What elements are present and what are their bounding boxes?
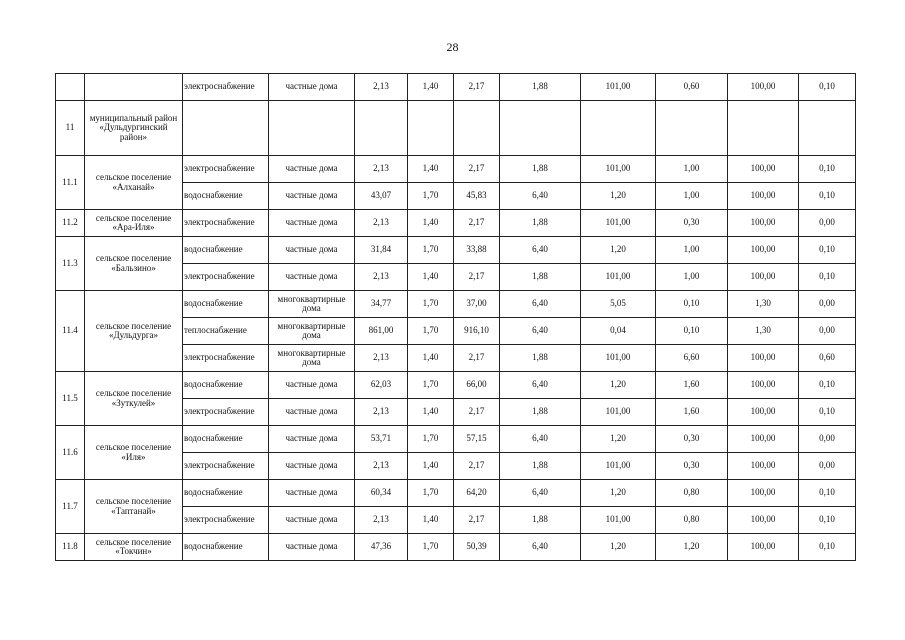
cell-number: 11.5	[56, 372, 85, 426]
cell-housing-type: частные дома	[269, 507, 355, 534]
cell-service: электроснабжение	[183, 264, 269, 291]
cell-value-6: 0,10	[656, 318, 728, 345]
cell-value-7: 100,00	[728, 156, 799, 183]
cell-value-3: 2,17	[454, 264, 500, 291]
cell-empty	[454, 101, 500, 156]
cell-value-8: 0,00	[799, 291, 856, 318]
cell-empty	[269, 101, 355, 156]
cell-value-1: 34,77	[355, 291, 408, 318]
cell-value-6: 0,10	[656, 291, 728, 318]
cell-value-6: 1,60	[656, 399, 728, 426]
cell-value-1: 2,13	[355, 156, 408, 183]
cell-value-4: 6,40	[500, 534, 581, 561]
cell-housing-type: многоквартирные дома	[269, 345, 355, 372]
cell-value-8: 0,10	[799, 156, 856, 183]
cell-value-5: 101,00	[581, 74, 656, 101]
cell-value-2: 1,70	[408, 372, 454, 399]
cell-value-7: 1,30	[728, 318, 799, 345]
cell-value-6: 1,00	[656, 264, 728, 291]
cell-settlement-name: сельское поселение «Дульдурга»	[85, 291, 183, 372]
cell-settlement-name: муниципальный район «Дульдургинский район»	[85, 101, 183, 156]
cell-value-7: 100,00	[728, 74, 799, 101]
cell-number: 11.8	[56, 534, 85, 561]
cell-value-7: 100,00	[728, 345, 799, 372]
table-row	[56, 480, 856, 507]
cell-value-7: 100,00	[728, 237, 799, 264]
cell-value-3: 57,15	[454, 426, 500, 453]
cell-value-8: 0,10	[799, 399, 856, 426]
table-row	[56, 372, 856, 399]
cell-value-2: 1,40	[408, 74, 454, 101]
cell-housing-type: частные дома	[269, 372, 355, 399]
cell-value-1: 53,71	[355, 426, 408, 453]
cell-value-7: 100,00	[728, 264, 799, 291]
cell-housing-type: частные дома	[269, 399, 355, 426]
cell-service: водоснабжение	[183, 426, 269, 453]
cell-value-6: 0,80	[656, 507, 728, 534]
cell-value-7: 100,00	[728, 507, 799, 534]
cell-value-1: 861,00	[355, 318, 408, 345]
cell-service: электроснабжение	[183, 399, 269, 426]
cell-value-4: 6,40	[500, 291, 581, 318]
cell-value-5: 1,20	[581, 534, 656, 561]
cell-settlement-name: сельское поселение «Бальзино»	[85, 237, 183, 291]
cell-value-5: 101,00	[581, 210, 656, 237]
cell-value-8: 0,10	[799, 507, 856, 534]
cell-number	[56, 74, 85, 101]
cell-value-2: 1,70	[408, 534, 454, 561]
cell-value-4: 1,88	[500, 264, 581, 291]
cell-empty	[656, 101, 728, 156]
table-row	[56, 156, 856, 183]
cell-value-3: 64,20	[454, 480, 500, 507]
cell-value-6: 1,60	[656, 372, 728, 399]
cell-empty	[799, 101, 856, 156]
cell-service: водоснабжение	[183, 183, 269, 210]
cell-housing-type: частные дома	[269, 183, 355, 210]
cell-number: 11.4	[56, 291, 85, 372]
cell-service: электроснабжение	[183, 210, 269, 237]
cell-value-2: 1,70	[408, 183, 454, 210]
cell-number: 11.1	[56, 156, 85, 210]
cell-value-4: 1,88	[500, 74, 581, 101]
cell-housing-type: частные дома	[269, 264, 355, 291]
cell-value-2: 1,40	[408, 264, 454, 291]
cell-housing-type: частные дома	[269, 534, 355, 561]
cell-number: 11	[56, 101, 85, 156]
cell-housing-type: многоквартирные дома	[269, 291, 355, 318]
cell-value-3: 66,00	[454, 372, 500, 399]
cell-value-5: 101,00	[581, 345, 656, 372]
cell-value-8: 0,00	[799, 210, 856, 237]
cell-value-8: 0,10	[799, 183, 856, 210]
cell-value-6: 1,20	[656, 534, 728, 561]
cell-value-3: 2,17	[454, 74, 500, 101]
cell-housing-type: частные дома	[269, 480, 355, 507]
cell-value-3: 2,17	[454, 156, 500, 183]
cell-empty	[728, 101, 799, 156]
cell-empty	[408, 101, 454, 156]
cell-value-4: 1,88	[500, 399, 581, 426]
cell-value-2: 1,70	[408, 237, 454, 264]
cell-value-7: 100,00	[728, 480, 799, 507]
cell-value-2: 1,40	[408, 453, 454, 480]
cell-value-2: 1,70	[408, 480, 454, 507]
table-row	[56, 426, 856, 453]
cell-value-2: 1,40	[408, 345, 454, 372]
cell-value-2: 1,70	[408, 426, 454, 453]
cell-value-5: 101,00	[581, 507, 656, 534]
cell-housing-type: частные дома	[269, 210, 355, 237]
cell-service: водоснабжение	[183, 291, 269, 318]
cell-value-6: 0,30	[656, 210, 728, 237]
cell-value-2: 1,40	[408, 399, 454, 426]
cell-value-8: 0,00	[799, 318, 856, 345]
cell-value-8: 0,10	[799, 480, 856, 507]
cell-value-3: 37,00	[454, 291, 500, 318]
tariff-table	[55, 73, 856, 561]
cell-empty	[500, 101, 581, 156]
cell-value-8: 0,10	[799, 264, 856, 291]
cell-value-1: 2,13	[355, 264, 408, 291]
cell-value-6: 1,00	[656, 183, 728, 210]
cell-value-5: 1,20	[581, 237, 656, 264]
table-row	[56, 210, 856, 237]
cell-housing-type: многоквартирные дома	[269, 318, 355, 345]
cell-number: 11.6	[56, 426, 85, 480]
cell-housing-type: частные дома	[269, 156, 355, 183]
cell-value-6: 1,00	[656, 237, 728, 264]
cell-value-8: 0,60	[799, 345, 856, 372]
cell-value-6: 1,00	[656, 156, 728, 183]
cell-value-2: 1,70	[408, 318, 454, 345]
cell-value-8: 0,00	[799, 426, 856, 453]
cell-housing-type: частные дома	[269, 74, 355, 101]
cell-value-7: 100,00	[728, 210, 799, 237]
cell-value-3: 2,17	[454, 399, 500, 426]
cell-value-5: 101,00	[581, 156, 656, 183]
cell-housing-type: частные дома	[269, 237, 355, 264]
cell-value-8: 0,10	[799, 372, 856, 399]
cell-service: электроснабжение	[183, 453, 269, 480]
cell-service: водоснабжение	[183, 534, 269, 561]
cell-value-5: 101,00	[581, 399, 656, 426]
cell-value-2: 1,70	[408, 291, 454, 318]
cell-value-5: 1,20	[581, 372, 656, 399]
cell-service: электроснабжение	[183, 345, 269, 372]
page-number: 28	[446, 40, 459, 54]
cell-value-5: 101,00	[581, 264, 656, 291]
cell-settlement-name: сельское поселение «Алханай»	[85, 156, 183, 210]
cell-value-4: 6,40	[500, 426, 581, 453]
cell-value-8: 0,10	[799, 534, 856, 561]
cell-settlement-name: сельское поселение «Ара-Иля»	[85, 210, 183, 237]
cell-value-4: 6,40	[500, 372, 581, 399]
cell-value-4: 1,88	[500, 156, 581, 183]
cell-value-7: 100,00	[728, 372, 799, 399]
cell-value-5: 1,20	[581, 183, 656, 210]
cell-value-1: 2,13	[355, 345, 408, 372]
cell-settlement-name: сельское поселение «Таптанай»	[85, 480, 183, 534]
table-row	[56, 291, 856, 318]
cell-value-3: 2,17	[454, 210, 500, 237]
cell-settlement-name	[85, 74, 183, 101]
cell-service: электроснабжение	[183, 156, 269, 183]
cell-housing-type: частные дома	[269, 453, 355, 480]
cell-value-1: 43,07	[355, 183, 408, 210]
cell-value-6: 6,60	[656, 345, 728, 372]
cell-value-6: 0,30	[656, 453, 728, 480]
cell-value-4: 1,88	[500, 507, 581, 534]
cell-value-5: 5,05	[581, 291, 656, 318]
cell-value-7: 1,30	[728, 291, 799, 318]
cell-value-3: 45,83	[454, 183, 500, 210]
cell-value-3: 916,10	[454, 318, 500, 345]
cell-value-8: 0,00	[799, 453, 856, 480]
cell-value-8: 0,10	[799, 74, 856, 101]
table-row	[56, 101, 856, 156]
cell-value-5: 0,04	[581, 318, 656, 345]
cell-value-2: 1,40	[408, 210, 454, 237]
cell-number: 11.3	[56, 237, 85, 291]
cell-value-5: 1,20	[581, 426, 656, 453]
cell-value-3: 2,17	[454, 507, 500, 534]
cell-value-3: 33,88	[454, 237, 500, 264]
cell-service: электроснабжение	[183, 507, 269, 534]
cell-service: водоснабжение	[183, 372, 269, 399]
cell-service: теплоснабжение	[183, 318, 269, 345]
cell-settlement-name: сельское поселение «Иля»	[85, 426, 183, 480]
cell-value-1: 2,13	[355, 399, 408, 426]
cell-service: водоснабжение	[183, 237, 269, 264]
cell-value-4: 6,40	[500, 318, 581, 345]
cell-value-6: 0,80	[656, 480, 728, 507]
cell-value-7: 100,00	[728, 399, 799, 426]
cell-service: водоснабжение	[183, 480, 269, 507]
cell-value-1: 2,13	[355, 210, 408, 237]
cell-value-2: 1,40	[408, 507, 454, 534]
cell-housing-type: частные дома	[269, 426, 355, 453]
cell-number: 11.2	[56, 210, 85, 237]
cell-number: 11.7	[56, 480, 85, 534]
cell-value-4: 6,40	[500, 183, 581, 210]
table-row	[56, 74, 856, 101]
cell-settlement-name: сельское поселение «Токчин»	[85, 534, 183, 561]
cell-value-3: 2,17	[454, 453, 500, 480]
table-row	[56, 534, 856, 561]
cell-value-5: 101,00	[581, 453, 656, 480]
cell-value-7: 100,00	[728, 453, 799, 480]
table-body	[56, 74, 856, 561]
cell-empty	[183, 101, 269, 156]
cell-value-4: 6,40	[500, 480, 581, 507]
table-row	[56, 237, 856, 264]
cell-value-4: 6,40	[500, 237, 581, 264]
cell-value-1: 31,84	[355, 237, 408, 264]
cell-empty	[581, 101, 656, 156]
cell-value-1: 47,36	[355, 534, 408, 561]
cell-value-7: 100,00	[728, 426, 799, 453]
cell-value-2: 1,40	[408, 156, 454, 183]
cell-value-8: 0,10	[799, 237, 856, 264]
cell-value-1: 2,13	[355, 74, 408, 101]
cell-value-4: 1,88	[500, 345, 581, 372]
cell-value-1: 2,13	[355, 507, 408, 534]
cell-value-7: 100,00	[728, 183, 799, 210]
cell-value-7: 100,00	[728, 534, 799, 561]
cell-value-6: 0,30	[656, 426, 728, 453]
cell-service: электроснабжение	[183, 74, 269, 101]
cell-value-3: 50,39	[454, 534, 500, 561]
cell-value-3: 2,17	[454, 345, 500, 372]
cell-value-1: 2,13	[355, 453, 408, 480]
cell-empty	[355, 101, 408, 156]
cell-value-5: 1,20	[581, 480, 656, 507]
cell-settlement-name: сельское поселение «Зуткулей»	[85, 372, 183, 426]
cell-value-1: 62,03	[355, 372, 408, 399]
cell-value-6: 0,60	[656, 74, 728, 101]
cell-value-4: 1,88	[500, 453, 581, 480]
cell-value-4: 1,88	[500, 210, 581, 237]
cell-value-1: 60,34	[355, 480, 408, 507]
